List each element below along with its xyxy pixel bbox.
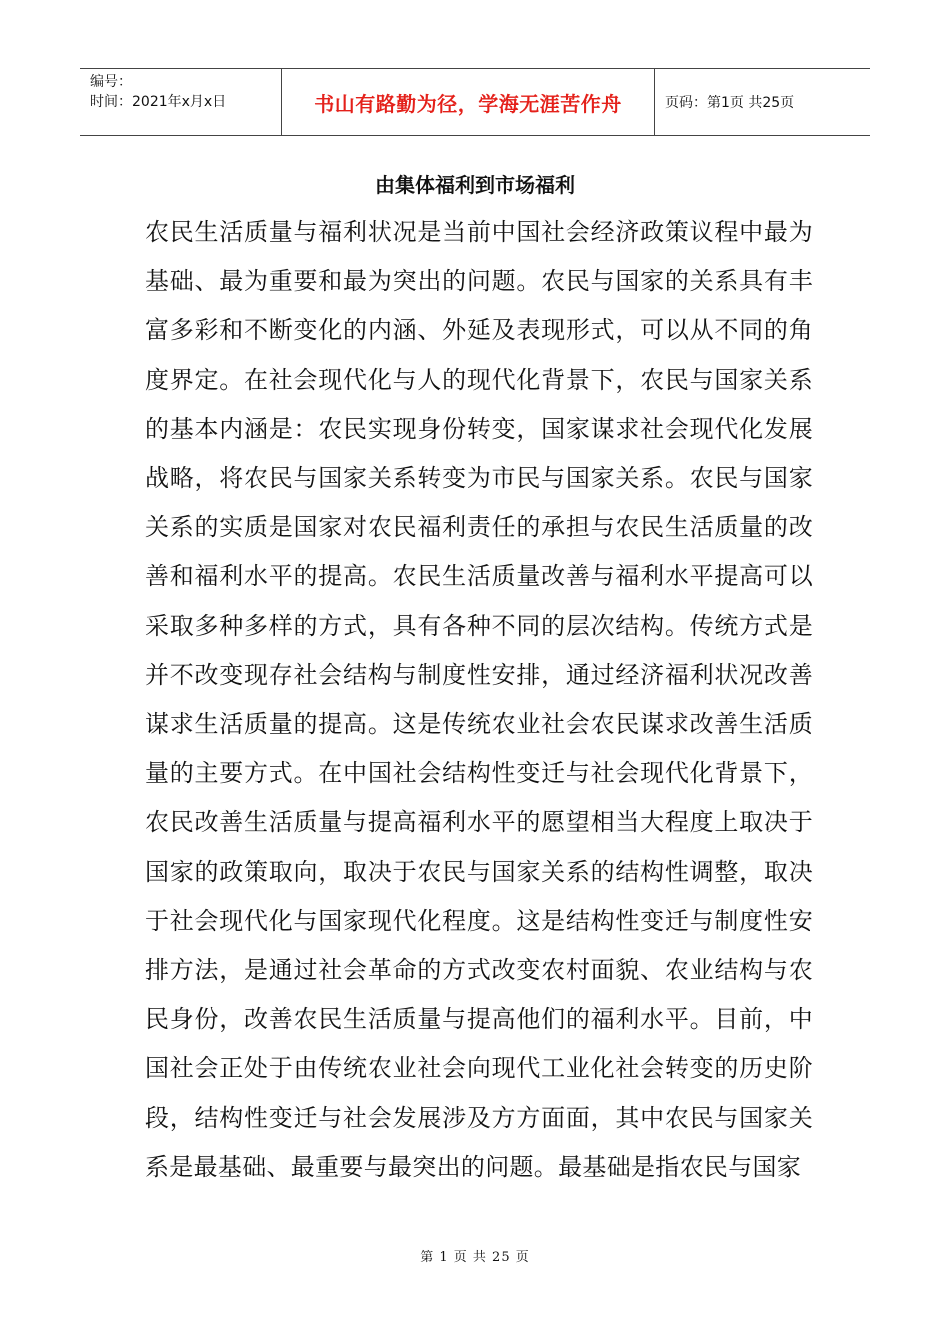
header-page-cell	[655, 69, 870, 135]
page-info: 页码：第1页 共25页	[665, 95, 795, 111]
date-line: 时间：2021年x月x日	[90, 94, 227, 110]
header-motto-cell	[282, 69, 655, 135]
footer-page-number: 第 1 页 共 25 页	[420, 1250, 530, 1265]
motto-text: 书山有路勤为径，学海无涯苦作舟	[314, 91, 622, 116]
body-paragraph: 农民生活质量与福利状况是当前中国社会经济政策议程中最为基础、最为重要和最为突出的问题。农民与国家的关系具有丰富多彩和不断变化的内涵、外延及表现形式，可以从不同的角度界定。在社会现代化与人的现代化背景下，农民与国家关系的基本内涵是：农民实现身份转变，国家谋求社会现代化发展战略，将农民与国家关系转变为市民与国家关系。农民与国家关系的实质是国家对农民福利责任的承担与农民生活质量的改善和福利水平的提高。农民生活质量改善与福利水平提高可以采取多种多样的方式，具有各种不同的层次结构。传统方式是并不改变现存社会结构与制度性安排，通过经济福利状况改善谋求生活质量的提高。这是传统农业社会农民谋求改善生活质量的主要方式。在中国社会结构性变迁与社会现代化背景下，农民改善生活质量与提高福利水平的愿望相当大程度上取决于国家的政策取向，取决于农民与国家关系的结构性调整，取决于社会现代化与国家现代化程度。这是结构性变迁与制度性安排方法，是通过社会革命的方式改变农村面貌、农业结构与农民身份，改善农民生活质量与提高他们的福利水平。目前，中国社会正处于由传统农业社会向现代工业化社会转变的历史阶段，结构性变迁与社会发展涉及方方面面，其中农民与国家关系是最基础、最重要与最突出的问题。最基础是指农民与国家	[145, 218, 813, 1181]
header-meta-cell	[80, 69, 282, 135]
document-title: 由集体福利到市场福利	[375, 173, 575, 197]
number-label: 编号：	[90, 74, 132, 90]
document-header	[80, 68, 870, 136]
